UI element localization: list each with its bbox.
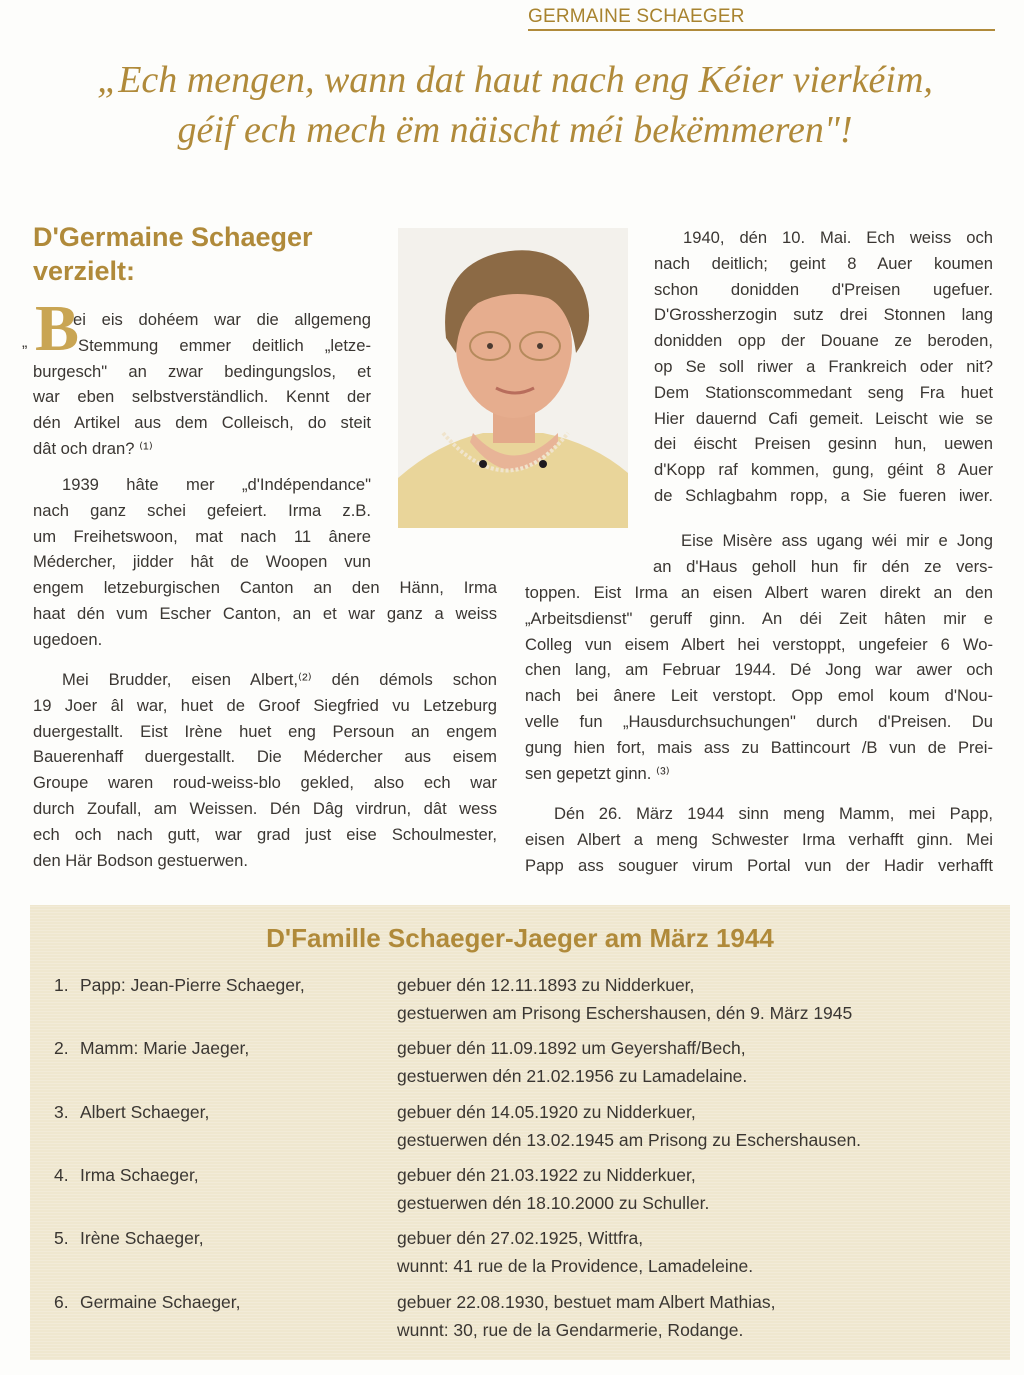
member-name: Mamm: Marie Jaeger, xyxy=(80,1038,250,1058)
text-line: Mei Brudder, eisen Albert,⁽²⁾ dén démols schon xyxy=(62,670,497,689)
member-detail: gestuerwen dén 13.02.1945 am Prisong zu Eschershausen. xyxy=(397,1130,862,1150)
text-line: durch Zoufall, am Weissen. Dén Dâg virdrun, dât wess xyxy=(33,798,497,818)
family-box-title: D'Famille Schaeger-Jaeger am März 1944 xyxy=(266,923,774,953)
portrait-photo xyxy=(398,228,628,528)
member-number: 2. xyxy=(54,1038,69,1058)
member-number: 3. xyxy=(54,1102,69,1122)
member-birth: gebuer dén 12.11.1893 zu Nidderkuer, xyxy=(397,975,695,995)
text-line: duergestallt. Eist Irène huet eng Persoun an engem xyxy=(33,721,497,741)
heading-line: D'Germaine Schaeger xyxy=(33,222,313,252)
text-line: Dén 26. März 1944 sinn meng Mamm, mei Papp, xyxy=(554,804,993,823)
text-line: Hier dauernd Cafi gemeit. Leischt wie se xyxy=(654,408,993,428)
member-detail: gestuerwen am Prisong Eschershausen, dén 9. März 1945 xyxy=(397,1003,853,1023)
text-line: Groupe waren roud-weiss-blo gekled, also ech war xyxy=(33,773,497,793)
paragraph-right-1 xyxy=(654,225,993,509)
text-line: dât och dran? ⁽¹⁾ xyxy=(33,438,153,458)
running-head: GERMAINE SCHAEGER xyxy=(528,6,745,27)
text-line: nach bei ânere Leit verstopt. Opp emol koum d'Nou- xyxy=(525,686,993,706)
member-name: Irma Schaeger, xyxy=(80,1165,199,1185)
hanging-quote-mark: „ xyxy=(22,334,28,351)
text-line: nach ganz schei gefeiert. Irma z.B. xyxy=(33,500,371,520)
header-rule xyxy=(528,29,995,31)
text-line: Bauerenhaff duergestallt. Die Médercher aus eisem xyxy=(33,747,497,767)
paragraph-right-2b xyxy=(525,580,993,786)
text-line: „Arbeitsdienst" geruff ginn. An déi Zeit hâten mir e xyxy=(525,608,993,628)
text-line: d'Kopp raf kommen, gung, géint 8 Auer xyxy=(654,460,993,480)
article-heading xyxy=(33,220,313,288)
text-line: um Freihetswoon, mat nach 11 ânere xyxy=(33,526,371,546)
member-name: Irène Schaeger, xyxy=(80,1228,204,1248)
family-info-box xyxy=(30,905,1010,1360)
text-line: an d'Haus geholl hun fir dén ze vers- xyxy=(653,556,993,576)
text-line: ugedoen. xyxy=(33,629,103,649)
paragraph-left-2a xyxy=(33,472,371,575)
drop-cap: B xyxy=(35,292,80,365)
paragraph-left-3 xyxy=(33,667,497,873)
quote-line: „Ech mengen, wann dat haut nach eng Kéier vierkéim, xyxy=(97,59,933,101)
paragraph-right-3 xyxy=(525,801,993,878)
text-line: Papp ass souguer virum Portal vun der Hadir verhafft xyxy=(525,855,993,875)
paragraph-left-2b xyxy=(33,575,497,652)
member-birth: gebuer dén 21.03.1922 zu Nidderkuer, xyxy=(397,1165,696,1185)
text-line: 1940, dén 10. Mai. Ech weiss och xyxy=(683,228,993,247)
text-line: dei éischt Preisen gesinn hun, uewen xyxy=(654,434,993,454)
text-line: ei eis dohéem war die allgemeng xyxy=(73,310,371,329)
text-line: de Schlagbahm ropp, a Sie fueren iwer. xyxy=(654,485,993,505)
text-line: chen lang, am Februar 1944. Dé Jong war awer och xyxy=(525,660,993,680)
member-number: 5. xyxy=(54,1228,69,1248)
member-detail: gestuerwen dén 21.02.1956 zu Lamadelaine. xyxy=(397,1066,748,1086)
member-birth: gebuer 22.08.1930, bestuet mam Albert Mathias, xyxy=(397,1292,776,1312)
member-birth: gebuer dén 14.05.1920 zu Nidderkuer, xyxy=(397,1102,696,1122)
text-line: donidden opp der Douane ze beroden, xyxy=(654,331,993,351)
member-birth: gebuer dén 11.09.1892 um Geyershaff/Bech, xyxy=(397,1038,746,1058)
text-line: velle fun „Hausdurchsuchungen" durch d'Preisen. Du xyxy=(525,711,993,731)
paragraph-right-2a xyxy=(653,528,993,580)
text-line: schon donidden d'Preisen ugefuer. xyxy=(654,279,993,299)
text-line: op Se soll riwer a Frankreich oder nit? xyxy=(654,356,993,376)
quote-line: géif ech mech ëm näischt méi bekëmmeren"! xyxy=(177,109,853,151)
member-detail: wunnt: 30, rue de la Gendarmerie, Rodange. xyxy=(397,1320,744,1340)
text-line: ech och nach gutt, war grad just eise Schoulmester, xyxy=(33,824,497,844)
member-name: Papp: Jean-Pierre Schaeger, xyxy=(80,975,305,995)
member-number: 4. xyxy=(54,1165,69,1185)
member-detail: wunnt: 41 rue de la Providence, Lamadeleine. xyxy=(397,1256,754,1276)
member-name: Germaine Schaeger, xyxy=(80,1292,241,1312)
text-line: 1939 hâte mer „d'Indépendance" xyxy=(62,475,371,494)
text-line: gung hien fort, mais ass zu Battincourt /B vun de Prei- xyxy=(525,737,993,757)
member-name: Albert Schaeger, xyxy=(80,1102,210,1122)
text-line: Dem Stationscommedant seng Fra huet xyxy=(654,382,993,402)
text-line: engem letzeburgischen Canton an den Hänn, Irma xyxy=(33,578,497,597)
text-line: nach deitlich; geint 8 Auer koumen xyxy=(654,253,993,273)
member-number: 1. xyxy=(54,975,69,995)
text-line: sen gepetzt ginn. ⁽³⁾ xyxy=(525,763,670,783)
text-line: toppen. Eist Irma an eisen Albert waren direkt an den xyxy=(525,583,993,602)
paragraph-left-1 xyxy=(33,307,371,462)
heading-line: verzielt: xyxy=(33,256,136,286)
pull-quote xyxy=(40,55,990,155)
text-line: Colleg vun eisem Albert hei verstoppt, ungefeier 6 Wo- xyxy=(525,634,993,654)
member-detail: gestuerwen dén 18.10.2000 zu Schuller. xyxy=(397,1193,710,1213)
text-line: den Här Bodson gestuerwen. xyxy=(33,850,248,870)
text-line: dén Artikel aus dem Colleisch, do steit xyxy=(33,413,371,433)
text-line: war eben selbstverständlich. Kennt der xyxy=(33,387,371,407)
text-line: eisen Albert a meng Schwester Irma verhafft ginn. Mei xyxy=(525,829,993,849)
text-line: 19 Joer âl war, huet de Groof Siegfried vu Letzeburg xyxy=(33,695,497,715)
text-line: Stemmung emmer deitlich „letze- xyxy=(78,335,371,355)
member-birth: gebuer dén 27.02.1925, Wittfra, xyxy=(397,1228,644,1248)
text-line: D'Grossherzogin sutz drei Stonnen lang xyxy=(654,305,993,325)
text-line: burgesch" an zwar bedingungslos, et xyxy=(33,361,371,381)
text-line: haat dén vum Escher Canton, an et war ganz a weiss xyxy=(33,603,497,623)
member-number: 6. xyxy=(54,1292,69,1312)
text-line: Médercher, jidder hât de Woopen vun xyxy=(33,552,371,572)
text-line: Eise Misère ass ugang wéi mir e Jong xyxy=(681,531,993,550)
